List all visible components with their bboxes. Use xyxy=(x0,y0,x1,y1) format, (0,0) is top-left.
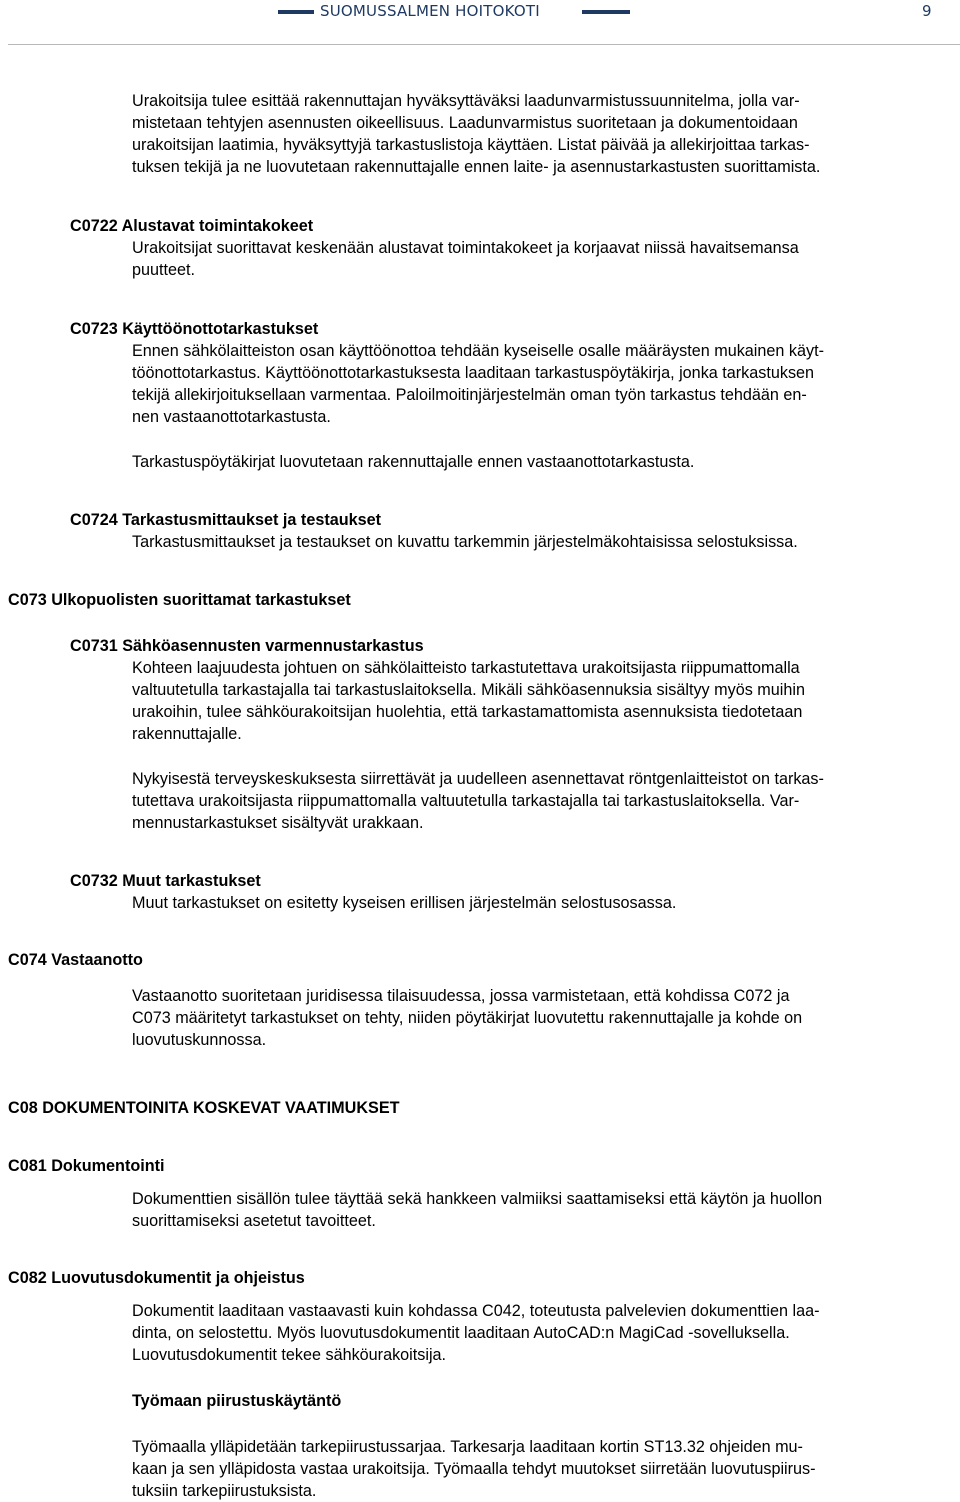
c082-paragraph-2 xyxy=(132,1436,956,1502)
text-line: suorittamiseksi asetetut tavoitteet. xyxy=(132,1212,376,1230)
text-line: Luovutusdokumentit tekee sähköurakoitsija. xyxy=(132,1346,447,1364)
text-line: Urakoitsija tulee esittää rakennuttajan hyväksyttäväksi laadunvarmistussuunnitelma, jolla var- xyxy=(132,92,800,110)
header-bar-left xyxy=(278,10,314,14)
text-line: dinta, on selostettu. Myös luovutusdokumentit laaditaan AutoCAD:n MagiCad -sovelluksella. xyxy=(132,1324,790,1342)
text-line: Urakoitsijat suorittavat keskenään alustavat toimintakokeet ja korjaavat niissä havaitsemansa xyxy=(132,239,799,257)
text-line: Dokumenttien sisällön tulee täyttää sekä hankkeen valmiiksi saattamiseksi että käytön ja huollon xyxy=(132,1190,823,1208)
section-c08-heading: C08 DOKUMENTOINITA KOSKEVAT VAATIMUKSET xyxy=(8,1099,400,1117)
text-line: tekijä allekirjoituksellaan varmentaa. Paloilmoitinjärjestelmän oman työn tarkastus tehdään en- xyxy=(132,386,807,404)
text-line: mistetaan tehtyjen asennusten oikeellisuus. Laadunvarmistus suoritetaan ja dokumentoidaan xyxy=(132,114,798,132)
text-line: Nykyisestä terveyskeskuksesta siirrettävät ja uudelleen asennettavat röntgenlaitteistot on tarkas- xyxy=(132,770,824,788)
section-c074-heading: C074 Vastaanotto xyxy=(8,951,143,969)
intro-paragraph xyxy=(132,90,956,178)
text-line: tutettava urakoitsijasta riippumattomalla valtuutetulla tarkastajalla tai tarkastuslaitoksella. Var- xyxy=(132,792,800,810)
text-line: Työmaalla ylläpidetään tarkepiirustussarjaa. Tarkesarja laaditaan kortin ST13.32 ohjeiden mu- xyxy=(132,1438,803,1456)
text-line: Ennen sähkölaitteiston osan käyttöönottoa tehdään kyseiselle osalle määräysten mukainen käyt- xyxy=(132,342,824,360)
header-rule xyxy=(8,44,960,45)
text-line: nen vastaanottotarkastusta. xyxy=(132,408,331,426)
section-c0722 xyxy=(70,215,956,281)
section-c0724 xyxy=(70,509,956,553)
section-heading: C0723 Käyttöönottotarkastukset xyxy=(70,320,319,338)
text-line: Dokumentit laaditaan vastaavasti kuin kohdassa C042, toteutusta palvelevien dokumenttien laa- xyxy=(132,1302,820,1320)
section-heading: C0732 Muut tarkastukset xyxy=(70,872,261,890)
header-bar-right xyxy=(582,10,630,14)
c0731-paragraph-2 xyxy=(132,768,956,834)
text-line: Vastaanotto suoritetaan juridisessa tilaisuudessa, jossa varmistetaan, että kohdissa C072 ja xyxy=(132,987,790,1005)
text-line: Muut tarkastukset on esitetty kyseisen erillisen järjestelmän selostusosassa. xyxy=(132,894,677,912)
section-c081-heading: C081 Dokumentointi xyxy=(8,1157,165,1175)
text-line: tuksen tekijä ja ne luovutetaan rakennuttajalle ennen laite- ja asennustarkastusten suorittamista. xyxy=(132,158,821,176)
text-line: C073 määritetyt tarkastukset on tehty, niiden pöytäkirjat luovutettu rakennuttajalle ja kohde on xyxy=(132,1009,803,1027)
text-line: Kohteen laajuudesta johtuen on sähkölaitteisto tarkastutettava urakoitsijasta riippumattomalla xyxy=(132,659,800,677)
page-number: 9 xyxy=(922,2,932,20)
header-title: SUOMUSSALMEN HOITOKOTI xyxy=(320,2,540,20)
text-line: tuksiin tarkepiirustuksista. xyxy=(132,1482,317,1500)
section-c0731 xyxy=(70,635,956,745)
section-c082-heading: C082 Luovutusdokumentit ja ohjeistus xyxy=(8,1269,305,1287)
text-line: Tarkastuspöytäkirjat luovutetaan rakennuttajalle ennen vastaanottotarkastusta. xyxy=(132,453,695,471)
section-c0723 xyxy=(70,318,956,428)
section-heading: C0724 Tarkastusmittaukset ja testaukset xyxy=(70,511,382,529)
text-line: valtuutetulla tarkastajalla tai tarkastuslaitoksella. Mikäli sähköasennuksia sisältyy myös muihin xyxy=(132,681,805,699)
text-line: Tarkastusmittaukset ja testaukset on kuvattu tarkemmin järjestelmäkohtaisissa selostuksissa. xyxy=(132,533,798,551)
text-line: mennustarkastukset sisältyvät urakkaan. xyxy=(132,814,424,832)
text-line: urakoihin, tulee sähköurakoitsijan huolehtia, että tarkastamattomista asennuksista tiedotetaan xyxy=(132,703,803,721)
text-line: kaan ja sen ylläpidosta vastaa urakoitsija. Työmaalla tehdyt muutokset siirretään luovutuspiirus- xyxy=(132,1460,816,1478)
text-line: luovutuskunnossa. xyxy=(132,1031,267,1049)
c074-paragraph xyxy=(132,985,956,1051)
text-line: puutteet. xyxy=(132,261,196,279)
text-line: urakoitsijan laatimia, hyväksyttyjä tarkastuslistoja käyttäen. Listat päivää ja allekirjoittaa tarkas- xyxy=(132,136,810,154)
section-c073-heading: C073 Ulkopuolisten suorittamat tarkastukset xyxy=(8,591,351,609)
section-c0732 xyxy=(70,870,956,914)
section-heading: C0722 Alustavat toimintakokeet xyxy=(70,217,314,235)
c082-paragraph xyxy=(132,1300,956,1366)
text-line: töönottotarkastus. Käyttöönottotarkastuksesta laaditaan tarkastuspöytäkirja, jonka tarkastuksen xyxy=(132,364,815,382)
section-heading: C0731 Sähköasennusten varmennustarkastus xyxy=(70,637,424,655)
c0723-paragraph-2 xyxy=(132,451,956,473)
c081-paragraph xyxy=(132,1188,956,1232)
text-line: rakennuttajalle. xyxy=(132,725,242,743)
c082-sub-heading: Työmaan piirustuskäytäntö xyxy=(132,1392,342,1410)
page-header xyxy=(0,0,960,24)
